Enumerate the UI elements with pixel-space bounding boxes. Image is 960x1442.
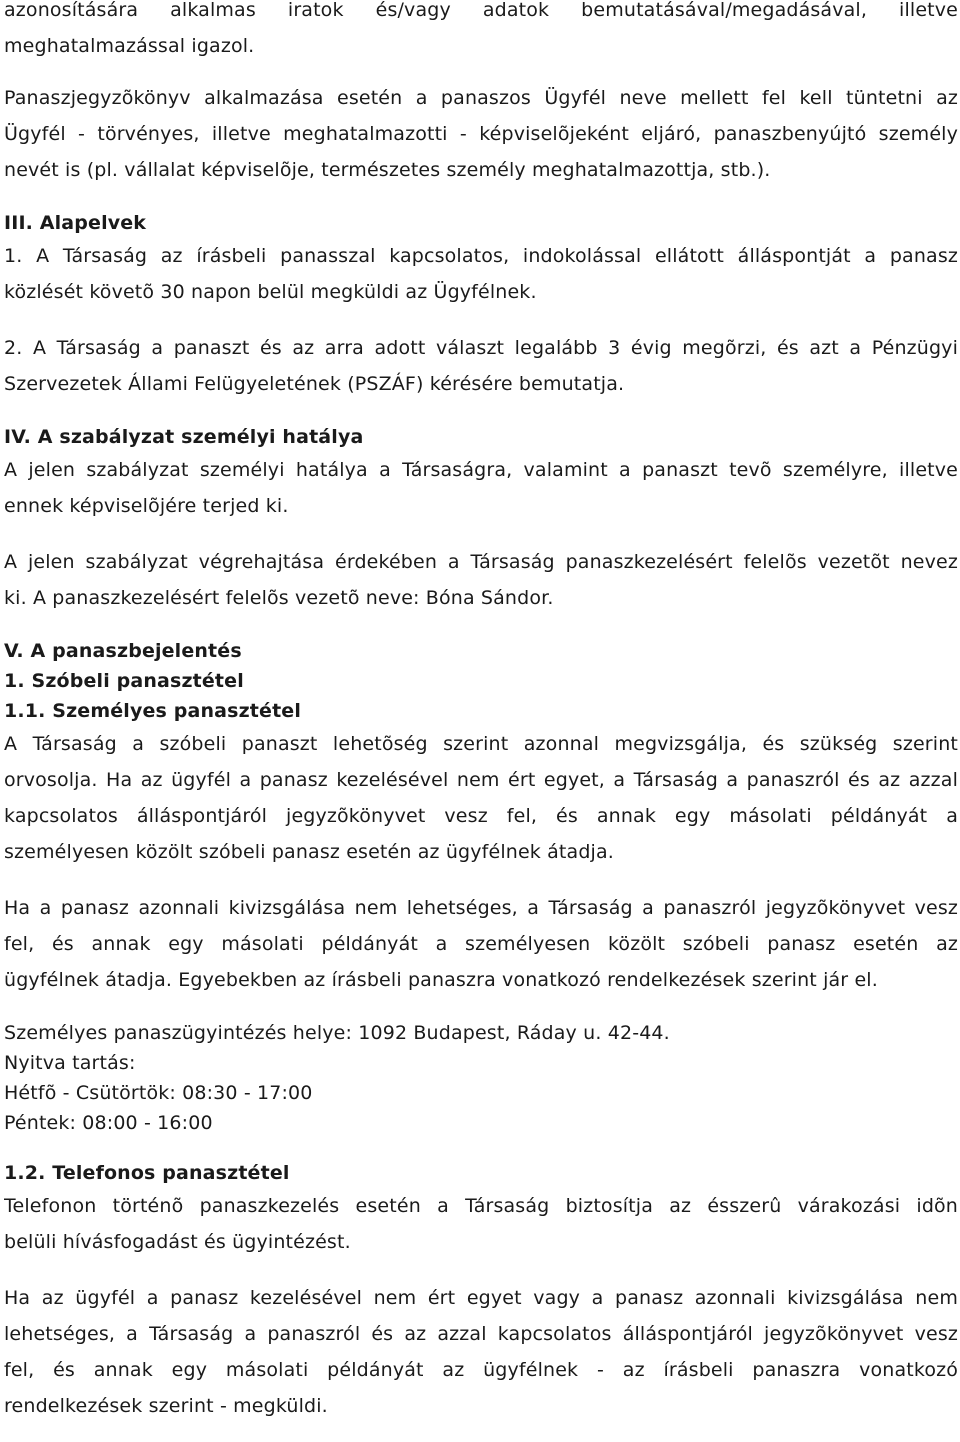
paragraph-line: meghatalmazással igazol. [4, 35, 255, 57]
paragraph-line: A Társaság a szóbeli panaszt lehetõség szerint azonnal megvizsgálja, és szükség szerint [4, 733, 958, 755]
paragraph-line: fel, és annak egy másolati példányát a személyesen közölt szóbeli panasz esetén az [4, 933, 958, 955]
paragraph-line: Telefonon történõ panaszkezelés esetén a Társaság biztosítja az ésszerû várakozási idõn [4, 1195, 958, 1217]
paragraph-line: ennek képviselõjére terjed ki. [4, 495, 289, 517]
paragraph-line: 1. A Társaság az írásbeli panasszal kapcsolatos, indokolással ellátott álláspontját a panasz [4, 245, 958, 267]
opening-hours-label: Nyitva tartás: [4, 1052, 136, 1074]
paragraph-line: ki. A panaszkezelésért felelõs vezetõ neve: Bóna Sándor. [4, 587, 554, 609]
section-heading: V. A panaszbejelentés [4, 640, 242, 662]
paragraph-line: orvosolja. Ha az ügyfél a panasz kezelésével nem ért egyet, a Társaság a panaszról és az azzal [4, 769, 958, 791]
paragraph-line: fel, és annak egy másolati példányát az ügyfélnek - az írásbeli panaszra vonatkozó [4, 1359, 958, 1381]
paragraph-line: azonosítására alkalmas iratok és/vagy adatok bemutatásával/megadásával, illetve [4, 0, 958, 21]
paragraph-line: Ha az ügyfél a panasz kezelésével nem ért egyet vagy a panasz azonnali kivizsgálása nem [4, 1287, 958, 1309]
subsection-heading: 1. Szóbeli panasztétel [4, 670, 244, 692]
paragraph-line: A jelen szabályzat végrehajtása érdekében a Társaság panaszkezelésért felelõs vezetõt nevez [4, 551, 958, 573]
paragraph-line: személyesen közölt szóbeli panasz esetén az ügyfélnek átadja. [4, 841, 614, 863]
paragraph-line: Panaszjegyzõkönyv alkalmazása esetén a panaszos Ügyfél neve mellett fel kell tüntetni az [4, 87, 958, 109]
paragraph-line: Ha a panasz azonnali kivizsgálása nem lehetséges, a Társaság a panaszról jegyzõkönyvet vesz [4, 897, 958, 919]
paragraph-line: A jelen szabályzat személyi hatálya a Társaságra, valamint a panaszt tevõ személyre, illetve [4, 459, 958, 481]
paragraph-line: rendelkezések szerint - megküldi. [4, 1395, 328, 1417]
paragraph-line: nevét is (pl. vállalat képviselõje, természetes személy meghatalmazottja, stb.). [4, 159, 771, 181]
paragraph-line: ügyfélnek átadja. Egyebekben az írásbeli panaszra vonatkozó rendelkezések szerint jár el. [4, 969, 878, 991]
paragraph-line: belüli hívásfogadást és ügyintézést. [4, 1231, 351, 1253]
paragraph-line: Szervezetek Állami Felügyeletének (PSZÁF) kérésére bemutatja. [4, 373, 625, 395]
paragraph-line: kapcsolatos álláspontjáról jegyzõkönyvet vesz fel, és annak egy másolati példányát a [4, 805, 958, 827]
section-heading: IV. A szabályzat személyi hatálya [4, 426, 364, 448]
subsection-heading: 1.2. Telefonos panasztétel [4, 1162, 290, 1184]
opening-hours-friday: Péntek: 08:00 - 16:00 [4, 1112, 213, 1134]
opening-hours-weekdays: Hétfõ - Csütörtök: 08:30 - 17:00 [4, 1082, 313, 1104]
paragraph-line: lehetséges, a Társaság a panaszról és az azzal kapcsolatos álláspontjáról jegyzõkönyvet vesz [4, 1323, 958, 1345]
paragraph-line: közlését követõ 30 napon belül megküldi az Ügyfélnek. [4, 281, 537, 303]
office-location: Személyes panaszügyintézés helye: 1092 Budapest, Ráday u. 42-44. [4, 1022, 670, 1044]
paragraph-line: Ügyfél - törvényes, illetve meghatalmazotti - képviselõjeként eljáró, panaszbenyújtó személy [4, 123, 958, 145]
paragraph-line: 2. A Társaság a panaszt és az arra adott választ legalább 3 évig megõrzi, és azt a Pénzügyi [4, 337, 958, 359]
section-heading: III. Alapelvek [4, 212, 147, 234]
document-page [4, 0, 958, 1424]
subsection-heading: 1.1. Személyes panasztétel [4, 700, 301, 722]
